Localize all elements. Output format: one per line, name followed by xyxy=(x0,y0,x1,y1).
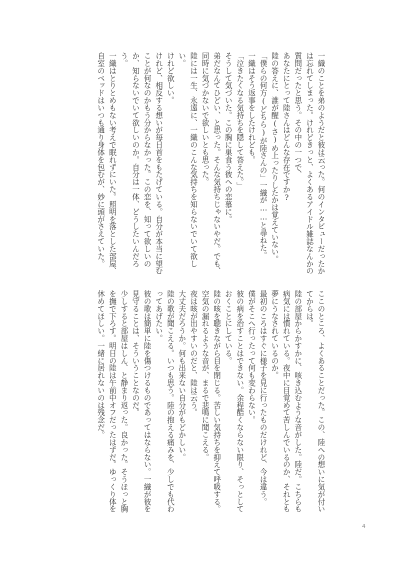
paragraph: 陸の咳を聴きながら目を閉じる。苦しい気持ちを抑えて呼吸する。 xyxy=(212,290,222,513)
paragraph: 大丈夫だろうか。何も出来ない自分がもどかしい。 xyxy=(177,290,187,461)
paragraph: 陸の答えに、誰が醒(さ)め上ったりしたかは覚えていない。 xyxy=(270,52,280,263)
paragraph: けれど、相反する想いが毎日首をもたげている。自分が本当に望むことが何なのかもう分からなかった。この恋を、知って欲しいのか、知らないでいて欲しいのか。自分は一体、どうしたいんだろう。 xyxy=(119,52,164,275)
paragraph: ここのところ、よくあることだった。この、陸への想いに気が付いてからは。 xyxy=(305,290,326,513)
paragraph: 夜は咳が出やすいのだと、陸は云う。 xyxy=(189,290,199,417)
paragraph: 陸の部屋からかすかに、咳き込むような音がした。陸だ。こちらも病気には慣れている。夜中に目覚めて苦しんでいるのか、それとも夢にうなされているのか。 xyxy=(270,290,303,513)
upper-text-block xyxy=(73,52,327,278)
paragraph: 一織はそう返事をしたけれども。 xyxy=(247,52,257,164)
lower-text-block xyxy=(73,290,327,516)
paragraph: けれど欲しい。 xyxy=(166,52,176,104)
paragraph: 彼の病を治すことはできない。余程酷くならない限り、そっとしておくことにしている。 xyxy=(224,290,245,513)
paragraph: 僕がそこへ行ったって何も変わらない。 xyxy=(247,290,257,424)
paragraph: 「僕らの何方(どちら)が陸さんの」一織が……と尋ねた。 xyxy=(259,52,269,259)
paragraph: 陸の歌が聞こえる。いつも思う。陸の抱える痛みを、少しでも代わってあげたい。 xyxy=(154,290,176,513)
paragraph: 弟だなんてひどい、と思った。そんな気持ちじゃないやだ。でも、同時に気づかないで欲しいとも思った。 xyxy=(201,52,222,275)
paragraph: 彼の歌は簡単に陸を傷つけるものであってはならない。一織が彼を見守ることは、そういうことなのだ。 xyxy=(131,290,153,513)
paragraph: 「泣きたくなる気持ちを隠して答えた。」 xyxy=(235,52,245,190)
paragraph: 一織のことを弟のようだと彼は云った。何のインタビューだったかは忘れてしまった。けれどきっと、よくあるアイドル雑誌なんかの質問だったと思う。その中の一つで、 xyxy=(293,52,326,275)
paragraph: 少しすると部屋はしん、と静まり返った。良かった。そうほっと胸を撫で下ろす。明日の陸は午前中オフだったはずだ。ゆっくり体を休めてほしい。一緒に居れないのは残念だ。 xyxy=(96,290,129,513)
page-number: 4 xyxy=(362,524,366,530)
paragraph: 陸には一生、永遠に、一織のこんな気持ちを知らないでいて欲しい。 xyxy=(177,52,199,268)
paragraph: そうして気づいた。この胸に巣食う彼への恋慕に。 xyxy=(224,52,234,223)
paragraph: あなたにとって陸さんはどんな存在ですか? xyxy=(282,52,292,202)
paragraph: 最初のころはすぐに様子を見に行ったものだけれど、今は違う。 xyxy=(259,290,269,506)
paragraph: 空気の漏れるような音が、まるで悲鳴に聞こえる。 xyxy=(201,290,211,461)
paragraph: 一織はとりとめもない考えで眠れずにいた。照明を落とした部屋、自室のベッドはいつも通り身体を包むが、妙に頭がさえていた。 xyxy=(96,52,118,275)
